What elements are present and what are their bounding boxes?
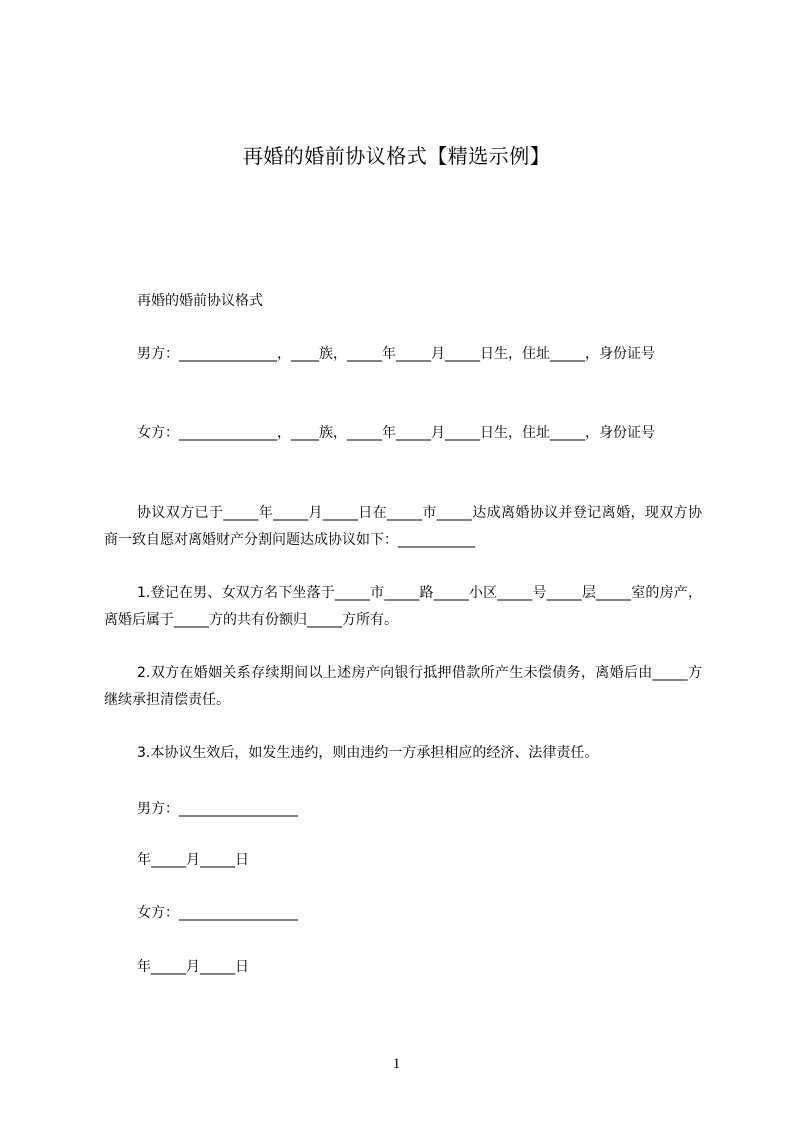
male-date-line: 年_____月_____日: [137, 852, 249, 868]
male-signature-line: 男方：_________________: [137, 801, 298, 817]
clause-1-paragraph: 1.登记在男、女双方名下坐落于_____市_____路_____小区_____号_____层_____室的房产，离婚后属于_____方的共有份额归_____方所有。: [104, 585, 702, 628]
clause-3-paragraph: 3.本协议生效后，如发生违约，则由违约一方承担相应的经济、法律责任。: [137, 745, 599, 761]
document-title: 再婚的婚前协议格式【精选示例】: [242, 144, 551, 168]
female-party-paragraph: 女方：______________，____族，_____年_____月_____日生，住址_____，身份证号: [137, 425, 655, 441]
section-heading: 再婚的婚前协议格式: [137, 293, 263, 309]
male-party-paragraph: 男方：______________，____族，_____年_____月_____日生，住址_____，身份证号: [137, 346, 655, 362]
female-signature-line: 女方：_________________: [137, 905, 298, 921]
clause-2-paragraph: 2.双方在婚姻关系存续期间以上述房产向银行抵押借款所产生未偿债务，离婚后由_____方继续承担清偿责任。: [104, 665, 702, 708]
female-date-line: 年_____月_____日: [137, 959, 249, 975]
intro-paragraph: 协议双方已于_____年_____月_____日在_____市_____达成离婚协议并登记离婚，现双方协商一致自愿对离婚财产分割问题达成协议如下：___________: [104, 505, 702, 548]
page-number: 1: [392, 1056, 401, 1072]
